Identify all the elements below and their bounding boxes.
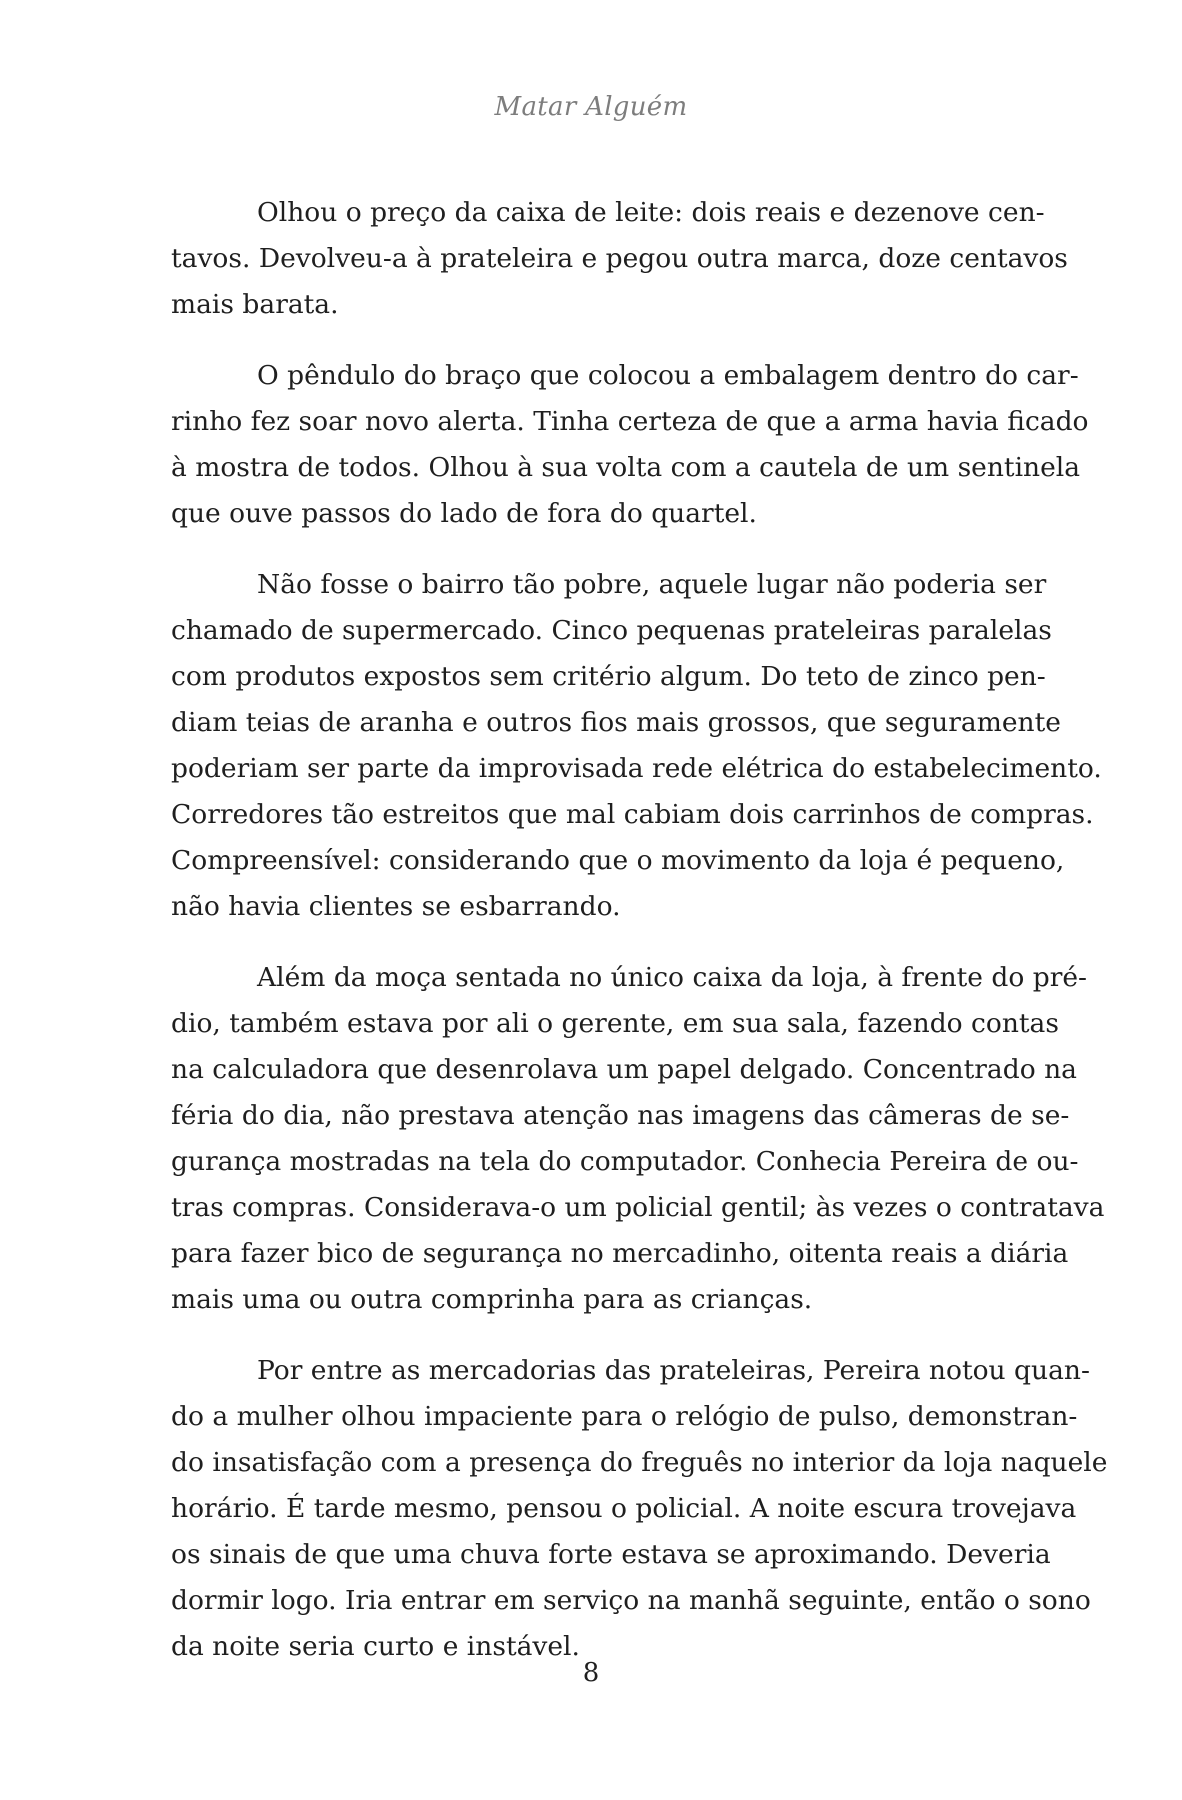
paragraph — [171, 955, 1105, 1323]
text-line: para fazer bico de segurança no mercadinho, oitenta reais a diária — [171, 1238, 1069, 1269]
text-line: à mostra de todos. Olhou à sua volta com a cautela de um sentinela — [171, 452, 1081, 483]
paragraph — [171, 1348, 1108, 1670]
text-line: Corredores tão estreitos que mal cabiam dois carrinhos de compras. — [171, 799, 1094, 830]
text-line: féria do dia, não prestava atenção nas imagens das câmeras de se- — [171, 1100, 1070, 1131]
text-line: com produtos expostos sem critério algum. Do teto de zinco pen- — [171, 661, 1046, 692]
text-line: do insatisfação com a presença do freguês no interior da loja naquele — [171, 1447, 1108, 1478]
paragraph — [171, 562, 1102, 930]
text-line: mais uma ou outra comprinha para as crianças. — [171, 1284, 813, 1315]
text-line: os sinais de que uma chuva forte estava se aproximando. Deveria — [171, 1539, 1051, 1570]
text-line: na calculadora que desenrolava um papel delgado. Concentrado na — [171, 1054, 1077, 1085]
text-line: horário. É tarde mesmo, pensou o policial. A noite escura trovejava — [171, 1493, 1077, 1524]
text-line: poderiam ser parte da improvisada rede elétrica do estabelecimento. — [171, 753, 1102, 784]
text-line: diam teias de aranha e outros fios mais grossos, que seguramente — [171, 707, 1061, 738]
text-line: Além da moça sentada no único caixa da loja, à frente do pré- — [257, 962, 1088, 993]
text-line: dormir logo. Iria entrar em serviço na manhã seguinte, então o sono — [171, 1585, 1091, 1616]
text-line: gurança mostradas na tela do computador. Conhecia Pereira de ou- — [171, 1146, 1079, 1177]
text-line: rinho fez soar novo alerta. Tinha certeza de que a arma havia ficado — [171, 406, 1089, 437]
text-line: O pêndulo do braço que colocou a embalagem dentro do car- — [257, 360, 1079, 391]
text-line: dio, também estava por ali o gerente, em sua sala, fazendo contas — [171, 1008, 1059, 1039]
page-number: 8 — [582, 1658, 600, 1688]
text-line: Compreensível: considerando que o movimento da loja é pequeno, — [171, 845, 1065, 876]
paragraph — [171, 353, 1089, 537]
text-line: tavos. Devolveu-a à prateleira e pegou outra marca, doze centavos — [171, 243, 1068, 274]
text-line: da noite seria curto e instável. — [171, 1631, 580, 1662]
text-line: que ouve passos do lado de fora do quartel. — [171, 498, 757, 529]
paragraph — [171, 190, 1068, 328]
text-line: do a mulher olhou impaciente para o relógio de pulso, demonstran- — [171, 1401, 1078, 1432]
text-line: mais barata. — [171, 289, 339, 320]
body-text — [171, 190, 1108, 1695]
text-line: tras compras. Considerava-o um policial gentil; às vezes o contratava — [171, 1192, 1105, 1223]
text-line: Olhou o preço da caixa de leite: dois reais e dezenove cen- — [257, 197, 1045, 228]
text-line: Não fosse o bairro tão pobre, aquele lugar não poderia ser — [257, 569, 1047, 600]
text-line: chamado de supermercado. Cinco pequenas prateleiras paralelas — [171, 615, 1052, 646]
running-head: Matar Alguém — [494, 92, 688, 122]
text-line: Por entre as mercadorias das prateleiras, Pereira notou quan- — [257, 1355, 1090, 1386]
text-line: não havia clientes se esbarrando. — [171, 891, 621, 922]
